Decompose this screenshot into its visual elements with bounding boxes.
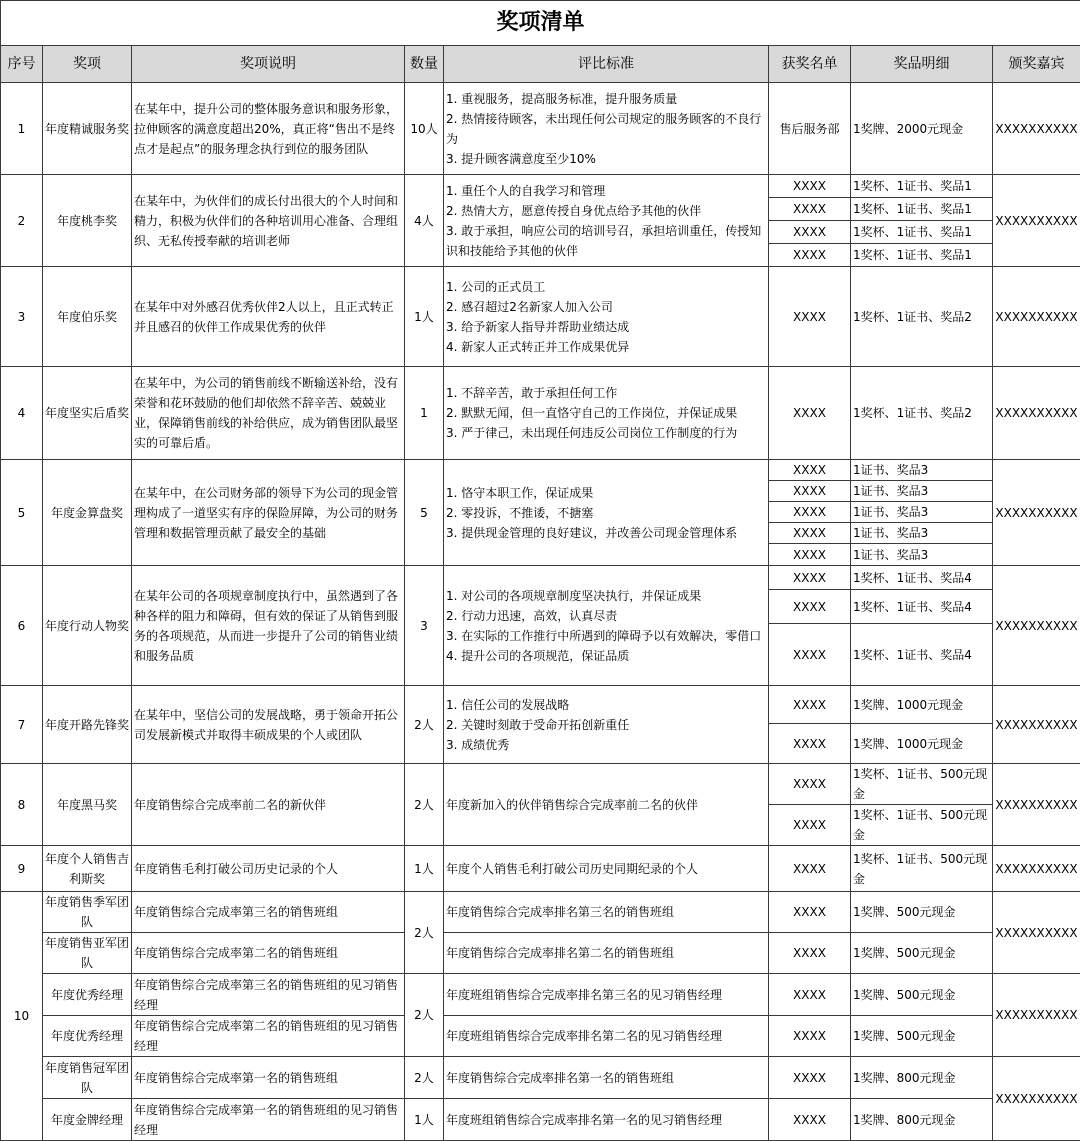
- table-row: [1, 764, 1080, 805]
- winner-cell: XXXX: [769, 1016, 851, 1057]
- prize-cell: 1奖杯、1证书、奖品2: [851, 267, 993, 367]
- prize-cell: 1奖杯、1证书、奖品1: [851, 175, 993, 198]
- prize-cell: 1奖牌、500元现金: [851, 892, 993, 933]
- award-qty-cell: 1人: [405, 1099, 444, 1141]
- award-name-cell: 年度金算盘奖: [43, 460, 132, 566]
- seq-cell: 9: [1, 846, 43, 892]
- award-desc-cell: 在某年中，在公司财务部的领导下为公司的现金管理构成了一道坚实有序的保险屏障，为公司的财务管理和数据管理贡献了最安全的基础: [132, 460, 405, 566]
- criteria-line: 2. 默默无闻，但一直恪守自己的工作岗位，并保证成果: [446, 403, 766, 423]
- table-row: [1, 83, 1080, 175]
- table-row: [1, 686, 1080, 724]
- prize-cell: 1奖牌、1000元现金: [851, 724, 993, 764]
- prize-cell: 1奖牌、500元现金: [851, 933, 993, 974]
- award-desc-cell: 在某年中对外感召优秀伙伴2人以上，且正式转正并且感召的伙伴工作成果优秀的伙伴: [132, 267, 405, 367]
- criteria-line: 3. 提供现金管理的良好建议，并改善公司现金管理体系: [446, 523, 766, 543]
- criteria-line: 3. 敢于承担，响应公司的培训号召，承担培训重任，传授知识和技能给予其他的伙伴: [446, 221, 766, 261]
- guest-cell: XXXXXXXXXX: [993, 566, 1080, 686]
- criteria-line: 1. 对公司的各项规章制度坚决执行，并保证成果: [446, 586, 766, 606]
- header-winners: 获奖名单: [769, 46, 851, 83]
- award-desc-cell: 年度销售综合完成率第二名的销售班组的见习销售经理: [132, 1016, 405, 1057]
- award-desc-cell: 年度销售综合完成率第一名的销售班组的见习销售经理: [132, 1099, 405, 1141]
- seq-cell: 8: [1, 764, 43, 846]
- criteria-cell: [444, 83, 769, 175]
- table-row: [1, 267, 1080, 367]
- criteria-line: 2. 关键时刻敢于受命开拓创新重任: [446, 715, 766, 735]
- prize-cell: 1奖牌、500元现金: [851, 974, 993, 1016]
- criteria-cell: 年度班组销售综合完成率排名第三名的见习销售经理: [444, 974, 769, 1016]
- criteria-line: 1. 恪守本职工作，保证成果: [446, 483, 766, 503]
- award-desc-cell: 年度销售综合完成率第二名的销售班组: [132, 933, 405, 974]
- table-row: [1, 566, 1080, 590]
- award-name-cell: 年度销售冠军团队: [43, 1057, 132, 1099]
- criteria-line: 1. 不辞辛苦，敢于承担任何工作: [446, 383, 766, 403]
- criteria-line: 2. 热情接待顾客，未出现任何公司规定的服务顾客的不良行为: [446, 109, 766, 149]
- award-name-cell: 年度销售亚军团队: [43, 933, 132, 974]
- table-row: [1, 367, 1080, 460]
- criteria-cell: [444, 846, 769, 892]
- prize-cell: 1证书、奖品3: [851, 544, 993, 566]
- prize-cell: 1奖杯、1证书、奖品4: [851, 624, 993, 686]
- award-name-cell: 年度优秀经理: [43, 974, 132, 1016]
- criteria-cell: 年度销售综合完成率排名第二名的销售班组: [444, 933, 769, 974]
- criteria-line: 1. 信任公司的发展战略: [446, 695, 766, 715]
- header-qty: 数量: [405, 46, 444, 83]
- guest-cell: XXXXXXXXXX: [993, 846, 1080, 892]
- criteria-cell: 年度班组销售综合完成率排名第二名的见习销售经理: [444, 1016, 769, 1057]
- criteria-line: 3. 在实际的工作推行中所遇到的障碍予以有效解决，零借口: [446, 626, 766, 646]
- award-desc-cell: 年度销售综合完成率第三名的销售班组: [132, 892, 405, 933]
- guest-cell: XXXXXXXXXX: [993, 892, 1080, 974]
- award-name-cell: 年度开路先锋奖: [43, 686, 132, 764]
- winner-cell: XXXX: [769, 367, 851, 460]
- prize-cell: 1奖杯、1证书、500元现金: [851, 805, 993, 846]
- seq-cell: 3: [1, 267, 43, 367]
- criteria-line: 2. 热情大方，愿意传授自身优点给予其他的伙伴: [446, 201, 766, 221]
- criteria-line: 1. 重视服务，提高服务标准，提升服务质量: [446, 89, 766, 109]
- criteria-cell: [444, 267, 769, 367]
- prize-cell: 1奖牌、2000元现金: [851, 83, 993, 175]
- seq-cell: 4: [1, 367, 43, 460]
- seq-cell: 2: [1, 175, 43, 267]
- prize-cell: 1奖杯、1证书、500元现金: [851, 764, 993, 805]
- criteria-line: 年度新加入的伙伴销售综合完成率前二名的伙伴: [446, 795, 766, 815]
- prize-cell: 1奖杯、1证书、奖品1: [851, 244, 993, 267]
- winner-cell: XXXX: [769, 974, 851, 1016]
- criteria-cell: 年度销售综合完成率排名第一名的销售班组: [444, 1057, 769, 1099]
- award-desc-cell: 年度销售综合完成率前二名的新伙伴: [132, 764, 405, 846]
- winner-cell: XXXX: [769, 175, 851, 198]
- award-desc-cell: 年度销售综合完成率第三名的销售班组的见习销售经理: [132, 974, 405, 1016]
- guest-cell: XXXXXXXXXX: [993, 175, 1080, 267]
- guest-cell: XXXXXXXXXX: [993, 367, 1080, 460]
- prize-cell: 1奖杯、1证书、500元现金: [851, 846, 993, 892]
- award-qty-cell: 4人: [405, 175, 444, 267]
- criteria-cell: [444, 566, 769, 686]
- prize-cell: 1奖牌、1000元现金: [851, 686, 993, 724]
- winner-cell: 售后服务部: [769, 83, 851, 175]
- guest-cell: XXXXXXXXXX: [993, 460, 1080, 566]
- award-qty-cell: 1: [405, 367, 444, 460]
- table-row: [1, 175, 1080, 198]
- winner-cell: XXXX: [769, 221, 851, 244]
- prize-cell: 1证书、奖品3: [851, 481, 993, 502]
- header-prizes: 奖品明细: [851, 46, 993, 83]
- criteria-line: 3. 成绩优秀: [446, 735, 766, 755]
- award-desc-cell: 在某年中，坚信公司的发展战略，勇于领命开拓公司发展新模式并取得丰硕成果的个人或团队: [132, 686, 405, 764]
- table-row: [1, 892, 1080, 933]
- winner-cell: XXXX: [769, 481, 851, 502]
- award-qty-cell: 5: [405, 460, 444, 566]
- award-qty-cell: 1人: [405, 267, 444, 367]
- winner-cell: XXXX: [769, 267, 851, 367]
- prize-cell: 1奖杯、1证书、奖品1: [851, 198, 993, 221]
- prize-cell: 1奖牌、500元现金: [851, 1016, 993, 1057]
- criteria-cell: [444, 686, 769, 764]
- award-name-cell: 年度桃李奖: [43, 175, 132, 267]
- header-criteria: 评比标准: [444, 46, 769, 83]
- award-qty-cell: 1人: [405, 846, 444, 892]
- seq-cell: 5: [1, 460, 43, 566]
- header-award: 奖项: [43, 46, 132, 83]
- award-qty-cell: 2人: [405, 892, 444, 974]
- criteria-line: 2. 感召超过2名新家人加入公司: [446, 297, 766, 317]
- criteria-line: 1. 重任个人的自我学习和管理: [446, 181, 766, 201]
- award-name-cell: 年度优秀经理: [43, 1016, 132, 1057]
- criteria-cell: 年度销售综合完成率排名第三名的销售班组: [444, 892, 769, 933]
- award-name-cell: 年度销售季军团队: [43, 892, 132, 933]
- award-desc-cell: 在某年中，提升公司的整体服务意识和服务形象，拉伸顾客的满意度超出20%，真正将“售出不是终点才是起点”的服务理念执行到位的服务团队: [132, 83, 405, 175]
- award-name-cell: 年度坚实后盾奖: [43, 367, 132, 460]
- prize-cell: 1奖牌、800元现金: [851, 1057, 993, 1099]
- award-qty-cell: 3: [405, 566, 444, 686]
- winner-cell: XXXX: [769, 933, 851, 974]
- seq-cell: 7: [1, 686, 43, 764]
- criteria-cell: [444, 460, 769, 566]
- table-row: [1, 1099, 1080, 1141]
- criteria-line: 2. 零投诉，不推诿，不搪塞: [446, 503, 766, 523]
- prize-cell: 1奖杯、1证书、奖品2: [851, 367, 993, 460]
- guest-cell: XXXXXXXXXX: [993, 686, 1080, 764]
- award-qty-cell: 2人: [405, 1057, 444, 1099]
- table-row: [1, 1057, 1080, 1099]
- guest-cell: XXXXXXXXXX: [993, 764, 1080, 846]
- award-name-cell: 年度行动人物奖: [43, 566, 132, 686]
- prize-cell: 1奖杯、1证书、奖品4: [851, 590, 993, 624]
- award-desc-cell: 年度销售毛利打破公司历史记录的个人: [132, 846, 405, 892]
- winner-cell: XXXX: [769, 244, 851, 267]
- table-row: [1, 1016, 1080, 1057]
- winner-cell: XXXX: [769, 544, 851, 566]
- winner-cell: XXXX: [769, 523, 851, 544]
- award-name-cell: 年度个人销售吉利斯奖: [43, 846, 132, 892]
- prize-cell: 1证书、奖品3: [851, 523, 993, 544]
- criteria-line: 4. 新家人正式转正并工作成果优异: [446, 337, 766, 357]
- header-desc: 奖项说明: [132, 46, 405, 83]
- award-desc-cell: 年度销售综合完成率第一名的销售班组: [132, 1057, 405, 1099]
- winner-cell: XXXX: [769, 805, 851, 846]
- criteria-line: 4. 提升公司的各项规范，保证品质: [446, 646, 766, 666]
- award-qty-cell: 10人: [405, 83, 444, 175]
- prize-cell: 1奖杯、1证书、奖品4: [851, 566, 993, 590]
- award-desc-cell: 在某年公司的各项规章制度执行中，虽然遇到了各种各样的阻力和障碍，但有效的保证了从销售到服务的各项规范，从而进一步提升了公司的销售业绩和服务品质: [132, 566, 405, 686]
- guest-cell: XXXXXXXXXX: [993, 83, 1080, 175]
- winner-cell: XXXX: [769, 764, 851, 805]
- award-name-cell: 年度精诚服务奖: [43, 83, 132, 175]
- winner-cell: XXXX: [769, 892, 851, 933]
- winner-cell: XXXX: [769, 1057, 851, 1099]
- winner-cell: XXXX: [769, 846, 851, 892]
- award-desc-cell: 在某年中，为伙伴们的成长付出很大的个人时间和精力，积极为伙伴们的各种培训用心准备、合理组织、无私传授奉献的培训老师: [132, 175, 405, 267]
- criteria-line: 3. 严于律己，未出现任何违反公司岗位工作制度的行为: [446, 423, 766, 443]
- award-name-cell: 年度金牌经理: [43, 1099, 132, 1141]
- criteria-line: 年度个人销售毛利打破公司历史同期纪录的个人: [446, 859, 766, 879]
- prize-cell: 1奖杯、1证书、奖品1: [851, 221, 993, 244]
- prize-cell: 1证书、奖品3: [851, 460, 993, 481]
- page-title: 奖项清单: [1, 1, 1080, 46]
- criteria-cell: [444, 367, 769, 460]
- header-seq: 序号: [1, 46, 43, 83]
- award-desc-cell: 在某年中，为公司的销售前线不断输送补给，没有荣誉和花环鼓励的他们却依然不辞辛苦、兢兢业业，保障销售前线的补给供应，成为销售团队最坚实的可靠后盾。: [132, 367, 405, 460]
- seq-cell: 10: [1, 892, 43, 1141]
- seq-cell: 1: [1, 83, 43, 175]
- winner-cell: XXXX: [769, 1099, 851, 1141]
- award-name-cell: 年度黑马奖: [43, 764, 132, 846]
- award-qty-cell: 2人: [405, 974, 444, 1057]
- winner-cell: XXXX: [769, 590, 851, 624]
- guest-cell: XXXXXXXXXX: [993, 974, 1080, 1057]
- winner-cell: XXXX: [769, 724, 851, 764]
- award-name-cell: 年度伯乐奖: [43, 267, 132, 367]
- prize-cell: 1奖牌、800元现金: [851, 1099, 993, 1141]
- prize-cell: 1证书、奖品3: [851, 502, 993, 523]
- winner-cell: XXXX: [769, 566, 851, 590]
- seq-cell: 6: [1, 566, 43, 686]
- guest-cell: XXXXXXXXXX: [993, 267, 1080, 367]
- header-guest: 颁奖嘉宾: [993, 46, 1080, 83]
- criteria-line: 3. 提升顾客满意度至少10%: [446, 149, 766, 169]
- table-row: [1, 846, 1080, 892]
- winner-cell: XXXX: [769, 460, 851, 481]
- award-qty-cell: 2人: [405, 686, 444, 764]
- guest-cell: XXXXXXXXXX: [993, 1057, 1080, 1141]
- winner-cell: XXXX: [769, 686, 851, 724]
- table-row: [1, 460, 1080, 481]
- award-qty-cell: 2人: [405, 764, 444, 846]
- criteria-cell: [444, 175, 769, 267]
- criteria-cell: [444, 764, 769, 846]
- winner-cell: XXXX: [769, 198, 851, 221]
- criteria-line: 3. 给予新家人指导并帮助业绩达成: [446, 317, 766, 337]
- winner-cell: XXXX: [769, 502, 851, 523]
- criteria-line: 1. 公司的正式员工: [446, 277, 766, 297]
- table-row: [1, 933, 1080, 974]
- criteria-cell: 年度班组销售综合完成率排名第一名的见习销售经理: [444, 1099, 769, 1141]
- criteria-line: 2. 行动力迅速，高效，认真尽责: [446, 606, 766, 626]
- table-row: [1, 974, 1080, 1016]
- winner-cell: XXXX: [769, 624, 851, 686]
